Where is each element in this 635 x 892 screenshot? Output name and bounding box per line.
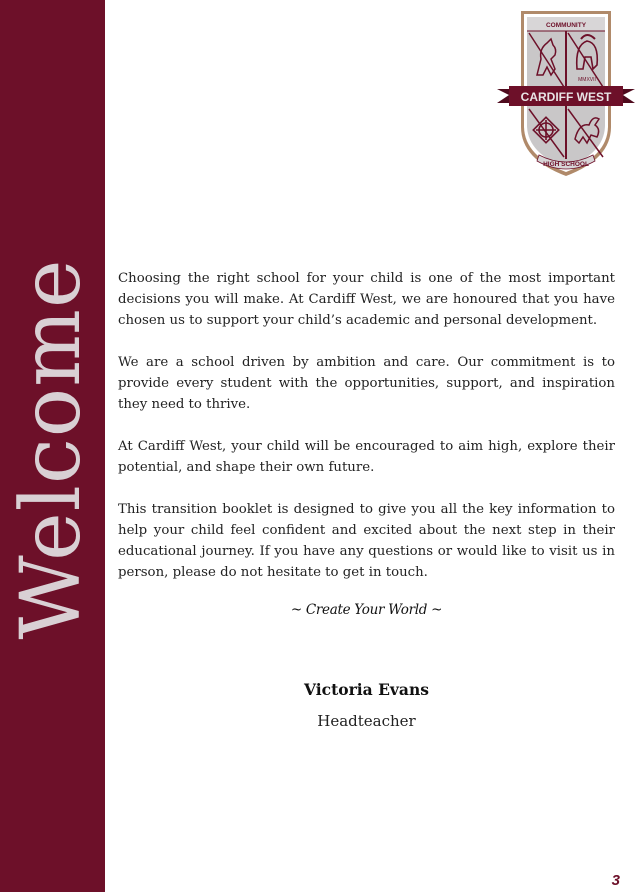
crest-banner-text: CARDIFF WEST xyxy=(520,90,612,104)
letter-paragraph-2: We are a school driven by ambition and care. Our commitment is to provide every student with the opportunities, support, and inspiration they need to thrive. xyxy=(118,355,615,412)
sidebar-title: Welcome xyxy=(4,258,99,640)
school-motto: ~ Create Your World ~ xyxy=(290,602,443,618)
school-crest-icon xyxy=(495,9,635,179)
letter-paragraph-1: Choosing the right school for your child is one of the most important decisions you will make. At Cardiff West, we are honoured that you have chosen us to support your child’s academic and personal development. xyxy=(118,271,615,328)
signer-role: Headteacher xyxy=(317,712,416,730)
crest-year: MMXVII xyxy=(578,77,596,83)
letter-body xyxy=(118,268,615,604)
crest-top-text: COMMUNITY xyxy=(545,22,587,29)
page-number: 3 xyxy=(611,872,620,889)
letter-paragraph-4: This transition booklet is designed to give you all the key information to help your child feel confident and excited about the next step in their educational journey. If you have any questions or would like to visit us in person, please do not hesitate to get in touch. xyxy=(118,502,615,580)
crest-bottom-text: HIGH SCHOOL xyxy=(543,161,589,168)
sidebar-band xyxy=(0,0,105,892)
signer-name: Victoria Evans xyxy=(304,680,429,699)
letter-paragraph-3: At Cardiff West, your child will be encouraged to aim high, explore their potential, and shape their own future. xyxy=(118,439,615,475)
